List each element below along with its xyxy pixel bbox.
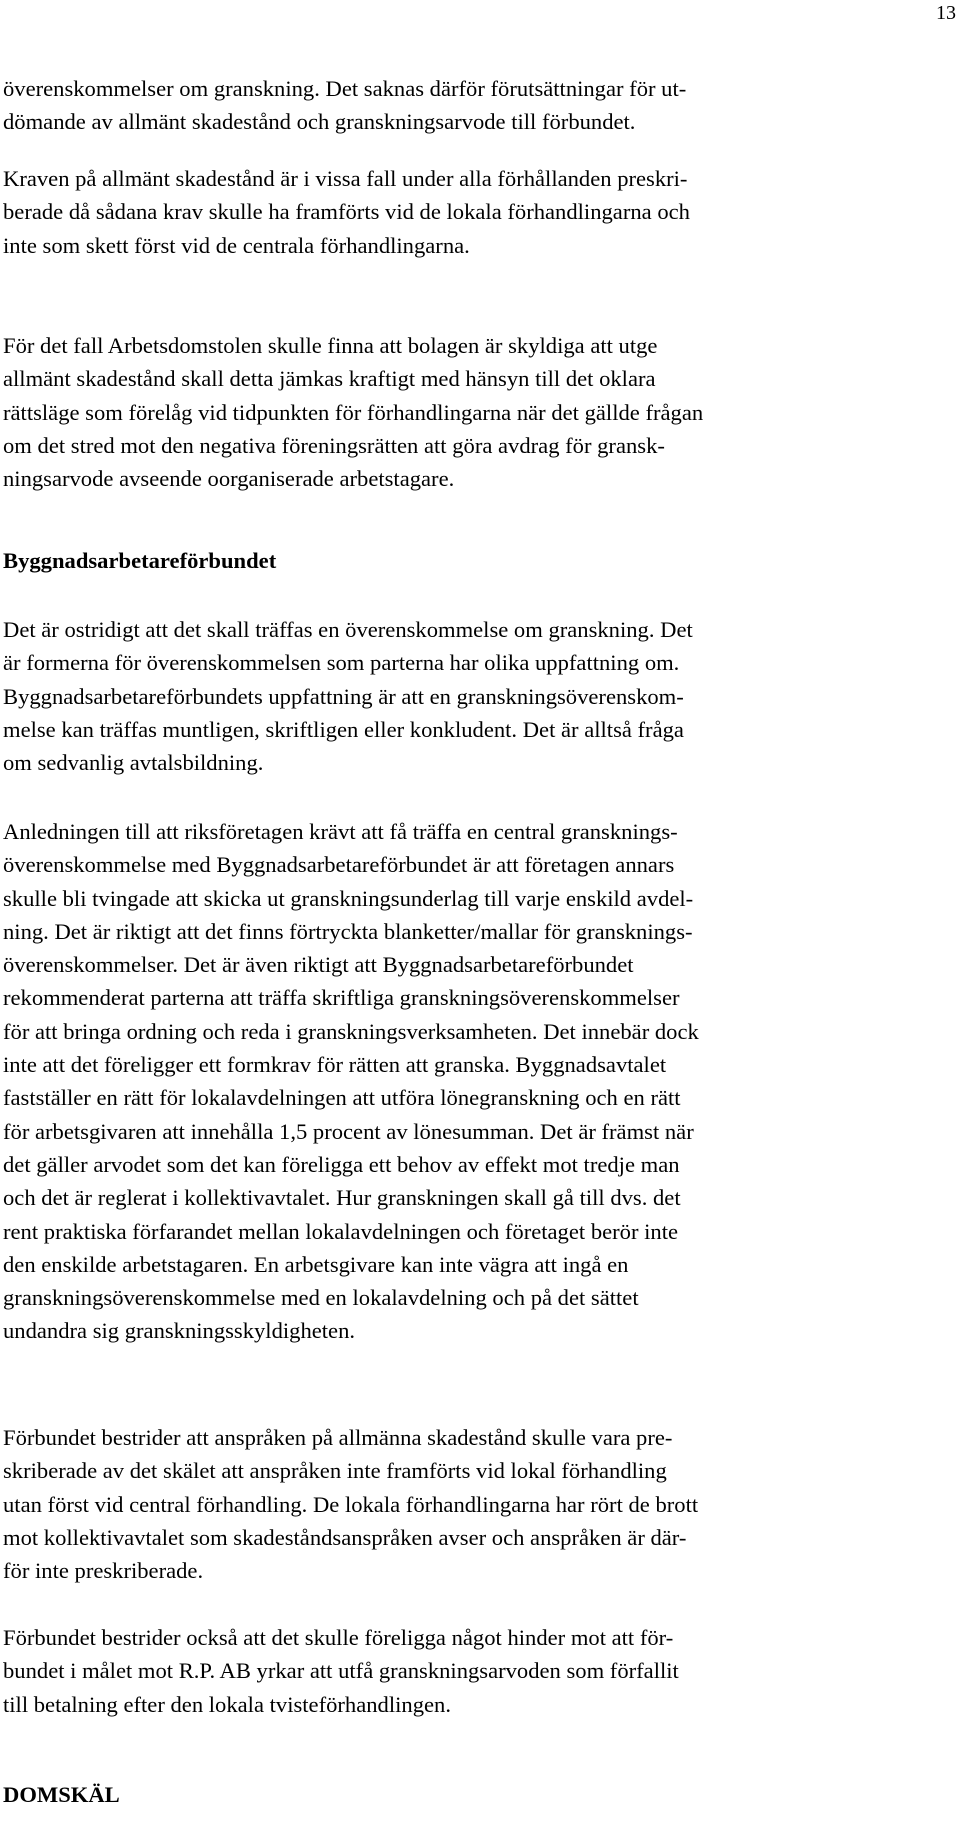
text-line: om det stred mot den negativa föreningsrätten att göra avdrag för gransk- xyxy=(3,432,665,458)
paragraph xyxy=(3,613,933,779)
text-line: undandra sig granskningsskyldigheten. xyxy=(3,1318,356,1344)
page-number: 13 xyxy=(936,2,956,24)
text-line: melse kan träffas muntligen, skriftligen eller konkludent. Det är alltså fråga xyxy=(3,716,684,742)
text-line: Det är ostridigt att det skall träffas en överenskommelse om granskning. Det xyxy=(3,617,693,642)
text-line: ningsarvode avseende oorganiserade arbetstagare. xyxy=(3,466,455,492)
text-line: Kraven på allmänt skadestånd är i vissa fall under alla förhållanden preskri- xyxy=(3,166,688,191)
text-line: Byggnadsarbetareförbundets uppfattning är att en granskningsöverenskom- xyxy=(3,683,684,709)
text-line: allmänt skadestånd skall detta jämkas kraftigt med hänsyn till det oklara xyxy=(3,366,656,392)
text-line: för inte preskriberade. xyxy=(3,1558,204,1584)
text-line: skriberade av det skälet att anspråken inte framförts vid lokal förhandling xyxy=(3,1458,667,1484)
section-heading: DOMSKÄL xyxy=(3,1782,120,1807)
text-line: och det är reglerat i kollektivavtalet. Hur granskningen skall gå till dvs. det xyxy=(3,1185,681,1211)
text-line: inte att det föreligger ett formkrav för rätten att granska. Byggnadsavtalet xyxy=(3,1052,667,1078)
text-line: rent praktiska förfarandet mellan lokalavdelningen och företaget berör inte xyxy=(3,1218,679,1244)
text-line: För det fall Arbetsdomstolen skulle finna att bolagen är skyldiga att utge xyxy=(3,333,658,358)
paragraph xyxy=(3,815,933,1348)
text-line: skulle bli tvingade att skicka ut granskningsunderlag till varje enskild avdel- xyxy=(3,885,694,911)
text-line: dömande av allmänt skadestånd och granskningsarvode till förbundet. xyxy=(3,109,636,135)
text-line: bundet i målet mot R.P. AB yrkar att utfå granskningsarvoden som förfallit xyxy=(3,1658,679,1684)
paragraph xyxy=(3,1621,933,1721)
text-line: fastställer en rätt för lokalavdelningen att utföra lönegranskning och en rätt xyxy=(3,1085,681,1111)
text-line: överenskommelse med Byggnadsarbetareförbundet är att företagen annars xyxy=(3,852,675,878)
text-line: Förbundet bestrider också att det skulle föreligga något hinder mot att för- xyxy=(3,1625,674,1650)
section-heading: Byggnadsarbetareförbundet xyxy=(3,548,277,573)
paragraph xyxy=(3,1421,933,1587)
text-line: för att bringa ordning och reda i granskningsverksamheten. Det innebär dock xyxy=(3,1018,699,1044)
paragraph xyxy=(3,329,933,495)
text-line: den enskilde arbetstagaren. En arbetsgivare kan inte vägra att ingå en xyxy=(3,1251,629,1277)
paragraph xyxy=(3,162,933,262)
text-line: berade då sådana krav skulle ha framförts vid de lokala förhandlingarna och xyxy=(3,199,690,225)
text-line: överenskommelser. Det är även riktigt att Byggnadsarbetareförbundet xyxy=(3,952,634,978)
text-line: om sedvanlig avtalsbildning. xyxy=(3,750,264,776)
text-line: mot kollektivavtalet som skadeståndsanspråken avser och anspråken är där- xyxy=(3,1524,687,1550)
text-line: inte som skett först vid de centrala förhandlingarna. xyxy=(3,232,470,258)
text-line: rättsläge som förelåg vid tidpunkten för förhandlingarna när det gällde frågan xyxy=(3,399,704,425)
text-line: till betalning efter den lokala tvisteförhandlingen. xyxy=(3,1691,451,1717)
text-line: Förbundet bestrider att anspråken på allmänna skadestånd skulle vara pre- xyxy=(3,1425,673,1450)
text-line: ning. Det är riktigt att det finns förtryckta blanketter/mallar för gransknings- xyxy=(3,918,693,944)
text-line: för arbetsgivaren att innehålla 1,5 procent av lönesumman. Det är främst när xyxy=(3,1118,694,1144)
text-line: rekommenderat parterna att träffa skriftliga granskningsöverenskommelser xyxy=(3,985,680,1011)
text-line: överenskommelser om granskning. Det saknas därför förutsättningar för ut- xyxy=(3,76,687,101)
text-line: utan först vid central förhandling. De lokala förhandlingarna har rört de brott xyxy=(3,1491,699,1517)
text-line: är formerna för överenskommelsen som parterna har olika uppfattning om. xyxy=(3,650,680,676)
text-line: granskningsöverenskommelse med en lokalavdelning och på det sättet xyxy=(3,1285,639,1311)
text-line: Anledningen till att riksföretagen krävt att få träffa en central gransknings- xyxy=(3,819,678,844)
text-line: det gäller arvodet som det kan föreligga ett behov av effekt mot tredje man xyxy=(3,1151,680,1177)
paragraph xyxy=(3,72,933,139)
